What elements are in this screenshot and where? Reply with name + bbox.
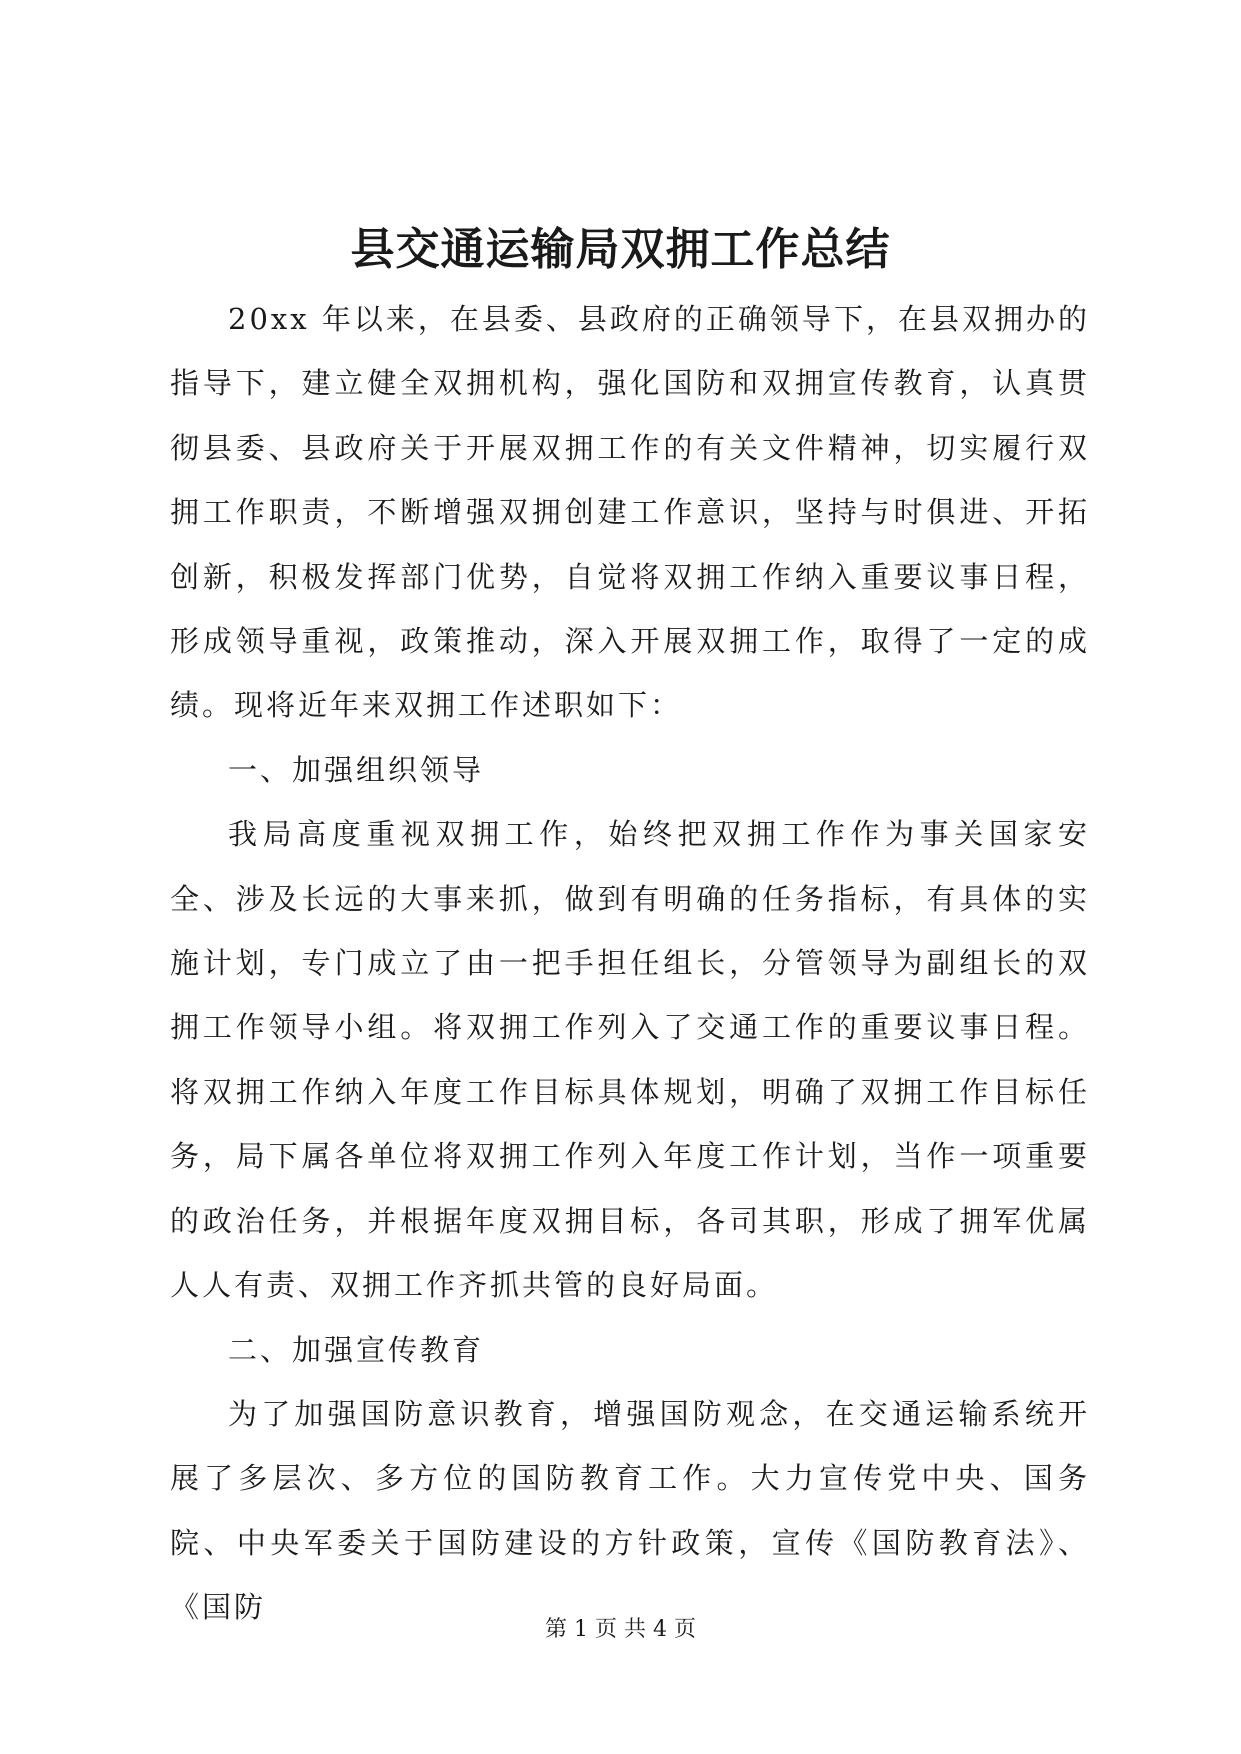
document-body bbox=[170, 287, 1090, 1640]
page-footer: 第 1 页 共 4 页 bbox=[545, 1617, 696, 1642]
intro-paragraph: 20xx 年以来，在县委、县政府的正确领导下，在县双拥办的指导下，建立健全双拥机构，强化国防和双拥宣传教育，认真贯彻县委、县政府关于开展双拥工作的有关文件精神，切实履行双拥工作职责，不断增强双拥创建工作意识，坚持与时俱进、开拓创新，积极发挥部门优势，自觉将双拥工作纳入重要议事日程，形成领导重视，政策推动，深入开展双拥工作，取得了一定的成绩。现将近年来双拥工作述职如下： bbox=[170, 302, 1090, 723]
section-heading-1: 一、加强组织领导 bbox=[228, 752, 485, 787]
section-heading-2: 二、加强宣传教育 bbox=[228, 1332, 485, 1367]
section-1-paragraph: 我局高度重视双拥工作，始终把双拥工作作为事关国家安全、涉及长远的大事来抓，做到有明确的任务指标，有具体的实施计划，专门成立了由一把手担任组长，分管领导为副组长的双拥工作领导小组。将双拥工作列入了交通工作的重要议事日程。将双拥工作纳入年度工作目标具体规划，明确了双拥工作目标任务，局下属各单位将双拥工作列入年度工作计划，当作一项重要的政治任务，并根据年度双拥目标，各司其职，形成了拥军优属人人有责、双拥工作齐抓共管的良好局面。 bbox=[170, 817, 1090, 1303]
document-title: 县交通运输局双拥工作总结 bbox=[350, 224, 891, 275]
section-2-paragraph: 为了加强国防意识教育，增强国防观念，在交通运输系统开展了多层次、多方位的国防教育工作。大力宣传党中央、国务院、中央军委关于国防建设的方针政策，宣传《国防教育法》、《国防 bbox=[170, 1396, 1090, 1625]
